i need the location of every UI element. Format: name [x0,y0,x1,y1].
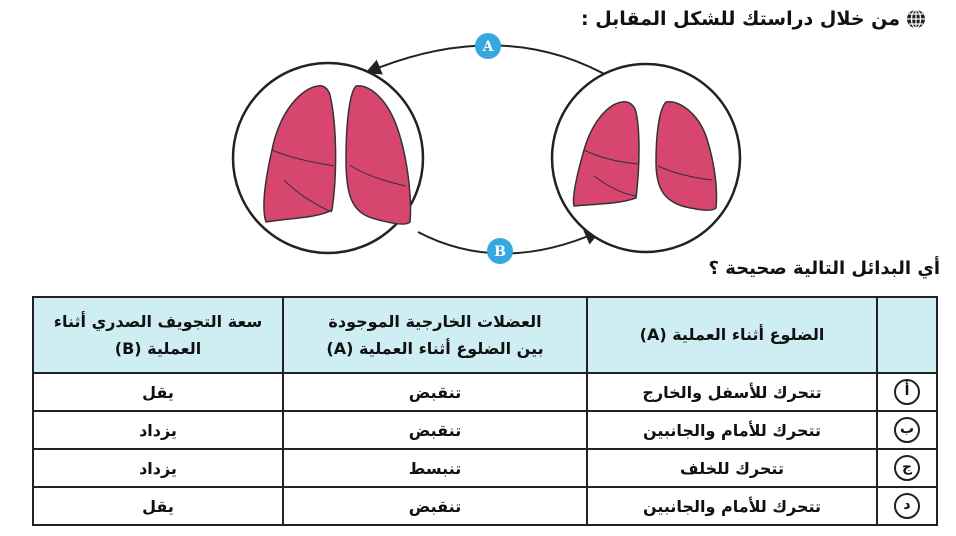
option-letter-cell[interactable] [877,487,937,525]
option-letter-cell[interactable] [877,449,937,487]
table-header-row [33,297,937,373]
cavity-cell: يقل [33,487,283,525]
relaxed-lungs [552,64,740,252]
label-a: A [482,39,494,55]
option-letter-cell[interactable] [877,373,937,411]
cavity-cell: يقل [33,373,283,411]
ribs-cell: تتحرك للأسفل والخارج [587,373,877,411]
header-empty [877,297,937,373]
sub-question: أي البدائل التالية صحيحة ؟ [708,258,940,279]
header-muscles-line1: العضلات الخارجية الموجودة [328,311,542,331]
header-cavity [33,297,283,373]
header-muscles-line2: بين الضلوع أثناء العملية (A) [326,339,544,358]
muscles-cell: تنقبض [283,411,587,449]
option-letter-cell[interactable] [877,411,937,449]
ribs-cell: تتحرك للأمام والجانبين [587,487,877,525]
option-letter[interactable]: أ [894,379,920,405]
table-row[interactable] [33,373,937,411]
header-cavity-line2: العملية (B) [114,339,202,358]
label-b: B [494,244,506,260]
ribs-cell: تتحرك للخلف [587,449,877,487]
option-letter[interactable]: ب [894,417,920,443]
expanded-lungs [233,63,423,253]
table-row[interactable] [33,487,937,525]
ribs-cell: تتحرك للأمام والجانبين [587,411,877,449]
muscles-cell: تنقبض [283,487,587,525]
cavity-cell: يزداد [33,411,283,449]
option-letter[interactable]: د [894,493,920,519]
option-letter[interactable]: ج [894,455,920,481]
options-table [32,296,938,526]
question-text: من خلال دراستك للشكل المقابل : [581,8,900,30]
table-row[interactable] [33,411,937,449]
muscles-cell: تنقبض [283,373,587,411]
cavity-cell: يزداد [33,449,283,487]
table-row[interactable] [33,449,937,487]
header-ribs: الضلوع أثناء العملية (A) [587,297,877,373]
header-cavity-line1: سعة التجويف الصدري أثناء [53,311,263,331]
header-muscles [283,297,587,373]
muscles-cell: تنبسط [283,449,587,487]
